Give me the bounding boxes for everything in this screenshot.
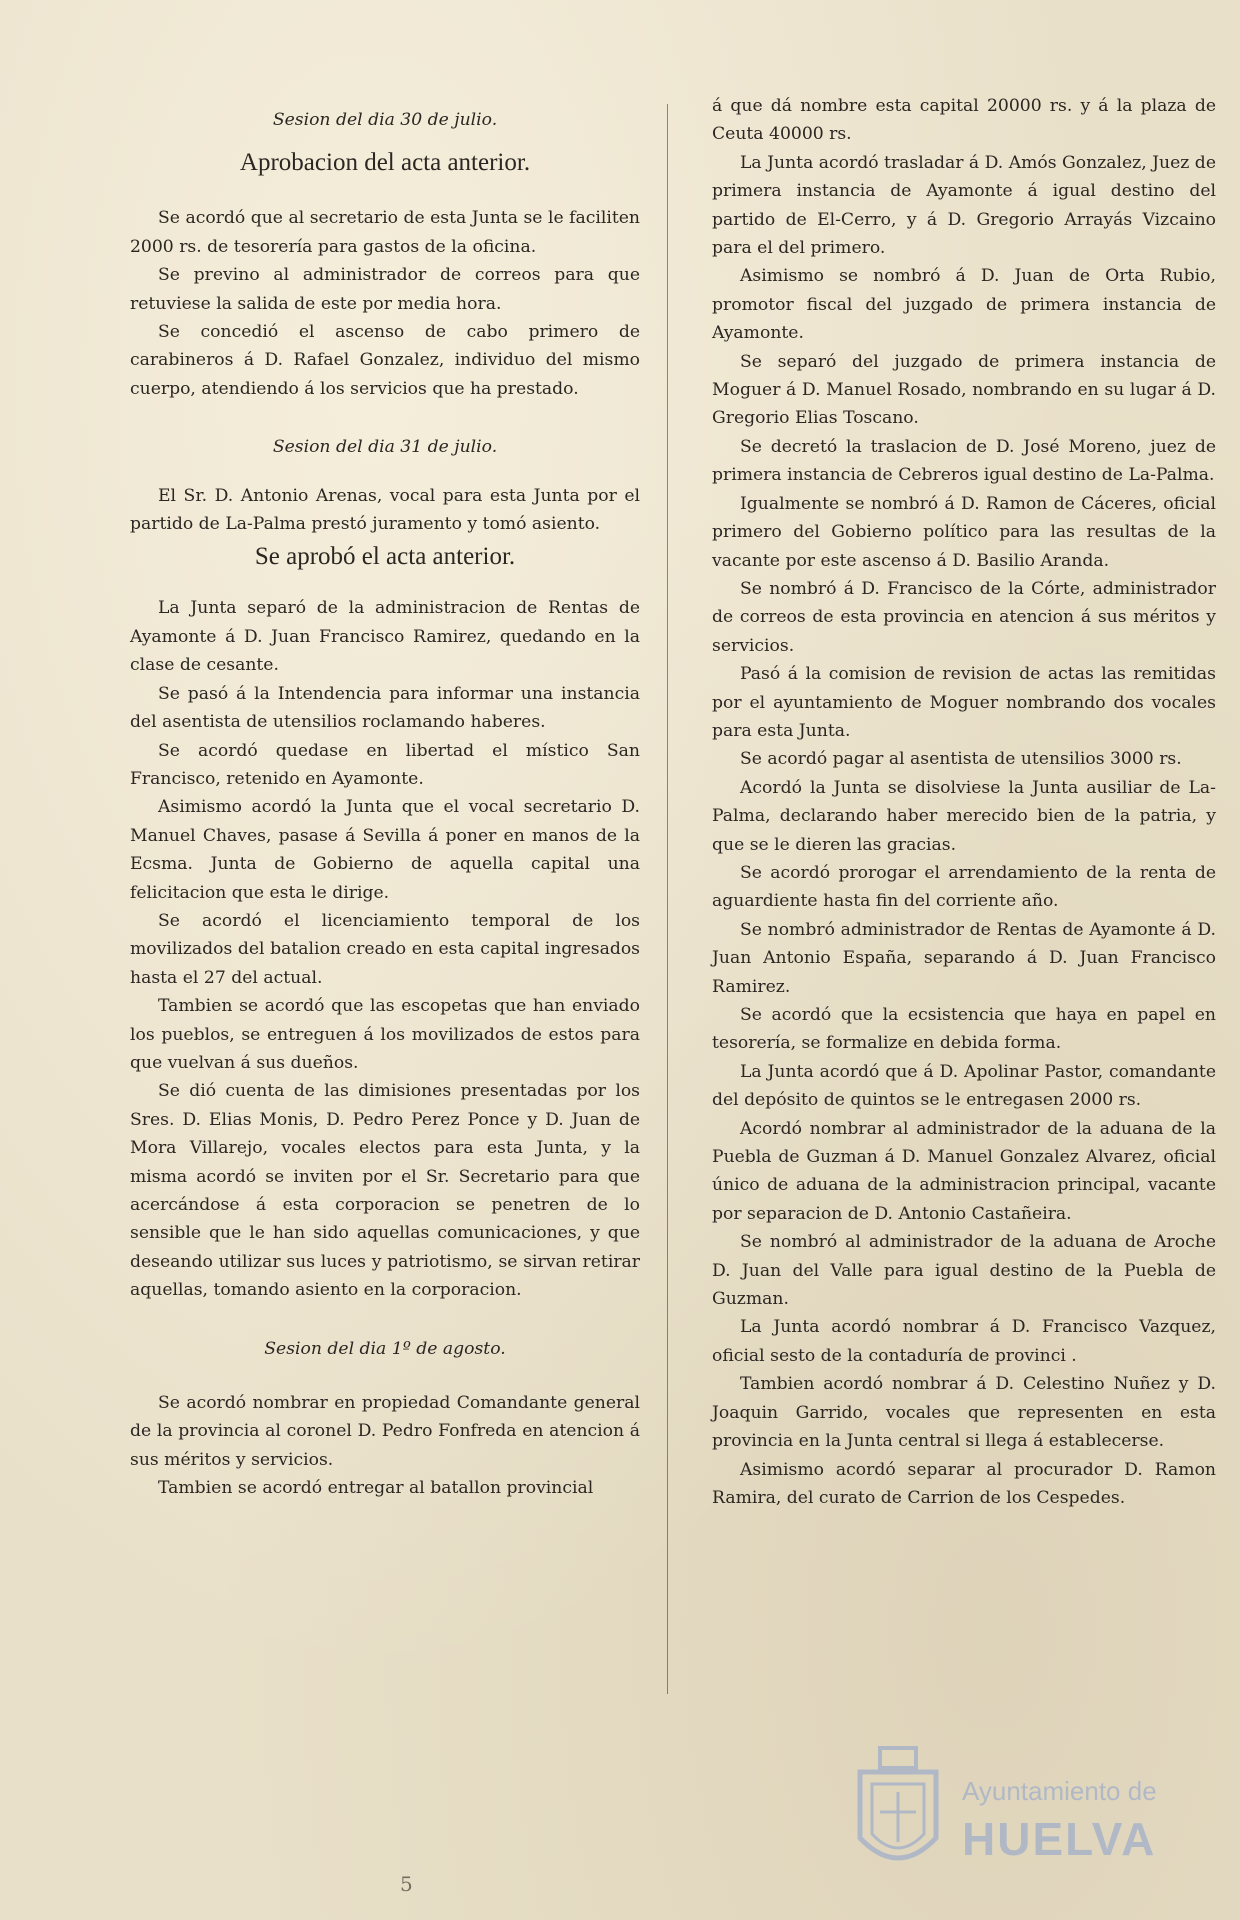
left-column — [130, 100, 640, 1503]
paragraph: Se pasó á la Intendencia para informar una instancia del asentista de utensilios roclamando haberes. — [130, 683, 640, 733]
paragraph: El Sr. D. Antonio Arenas, vocal para esta Junta por el partido de La-Palma prestó juramento y tomó asiento. — [130, 485, 640, 535]
column-divider — [667, 104, 668, 1694]
paragraph: Se acordó nombrar en propiedad Comandante general de la provincia al coronel D. Pedro Fonfreda en atencion á sus méritos y servicios. — [130, 1393, 640, 1470]
paragraph: Se concedió el ascenso de cabo primero de carabineros á D. Rafael Gonzalez, individuo del mismo cuerpo, atendiendo á los servicios que ha prestado. — [130, 322, 640, 399]
page-number: 5 — [400, 1872, 413, 1896]
paragraph: Se nombró á D. Francisco de la Córte, administrador de correos de esta provincia en atencion á sus méritos y servicios. — [712, 578, 1216, 656]
paragraph: Asimismo acordó separar al procurador D. Ramon Ramira, del curato de Carrion de los Cespedes. — [712, 1459, 1216, 1508]
paragraph: Se previno al administrador de correos para que retuviese la salida de este por media hora. — [130, 265, 640, 314]
paragraph: Tambien se acordó entregar al batallon provincial — [158, 1478, 594, 1499]
paragraph: Se acordó que al secretario de esta Junta se le faciliten 2000 rs. de tesorería para gastos de la oficina. — [130, 208, 640, 257]
paragraph: Acordó la Junta se disolviese la Junta ausiliar de La-Palma, declarando haber merecido bien de la patria, y que se le dieren las gracias. — [712, 777, 1216, 855]
paragraph: á que dá nombre esta capital 20000 rs. y á la plaza de Ceuta 40000 rs. — [712, 96, 1216, 145]
paragraph: Se decretó la traslacion de D. José Moreno, juez de primera instancia de Cebreros igual destino de La-Palma. — [712, 436, 1216, 486]
right-column — [712, 92, 1216, 1512]
paragraph: Se acordó quedase en libertad el místico San Francisco, retenido en Ayamonte. — [130, 740, 640, 789]
paragraph: La Junta separó de la administracion de Rentas de Ayamonte á D. Juan Francisco Ramirez, quedando en la clase de cesante. — [130, 598, 640, 676]
paragraph: Acordó nombrar al administrador de la aduana de la Puebla de Guzman á D. Manuel Gonzalez Alvarez, oficial único de aduana de la administracion principal, vacante por separacion de D. Antonio Castañeira. — [712, 1118, 1216, 1224]
paragraph: Igualmente se nombró á D. Ramon de Cáceres, oficial primero del Gobierno político para las resultas de la vacante por este ascenso á D. Basilio Aranda. — [712, 493, 1216, 571]
watermark-line-1: Ayuntamiento de — [962, 1776, 1157, 1806]
paragraph: Tambien se acordó que las escopetas que han enviado los pueblos, se entreguen á los movilizados de estos para que vuelvan á sus dueños. — [130, 996, 640, 1073]
paragraph: Se acordó que la ecsistencia que haya en papel en tesorería, se formalize en debida forma. — [712, 1005, 1216, 1054]
paragraph: Se separó del juzgado de primera instancia de Moguer á D. Manuel Rosado, nombrando en su lugar á D. Gregorio Elias Toscano. — [712, 351, 1216, 429]
paragraph: La Junta acordó que á D. Apolinar Pastor, comandante del depósito de quintos se le entregasen 2000 rs. — [712, 1061, 1216, 1111]
paragraph: Se acordó pagar al asentista de utensilios 3000 rs. — [740, 749, 1182, 770]
paragraph: Asimismo se nombró á D. Juan de Orta Rubio, promotor fiscal del juzgado de primera instancia de Ayamonte. — [712, 266, 1216, 344]
paragraph: Tambien acordó nombrar á D. Celestino Nuñez y D. Joaquin Garrido, vocales que representen en esta provincia en la Junta central si llega á establecerse. — [712, 1374, 1216, 1452]
paragraph: Se acordó el licenciamiento temporal de los movilizados del batalion creado en esta capital ingresados hasta el 27 del actual. — [130, 910, 640, 988]
paragraph: La Junta acordó trasladar á D. Amós Gonzalez, Juez de primera instancia de Ayamonte á igual destino del partido de El-Cerro, y á D. Gregorio Arrayás Vizcaino para el del primero. — [712, 152, 1216, 259]
ayuntamiento-watermark — [850, 1742, 1157, 1892]
session-heading-31-julio: Sesion del dia 31 de julio. — [272, 437, 498, 458]
paragraph: Se nombró administrador de Rentas de Ayamonte á D. Juan Antonio España, separando á D. Juan Francisco Ramirez. — [712, 919, 1216, 997]
session-heading-1-agosto: Sesion del dia 1º de agosto. — [264, 1338, 506, 1359]
paragraph: Se dió cuenta de las dimisiones presentadas por los Sres. D. Elias Monis, D. Pedro Perez Ponce y D. Juan de Mora Villarejo, vocales electos para esta Junta, y la misma acordó se inviten por el Sr. Secretario para que acercándose á esta corporacion se penetren de lo sensible que le han sido aquellas comunicaciones, y que deseando utilizar sus luces y patriotismo, se sirvan retirar aquellas, tomando asiento en la corporacion. — [130, 1081, 640, 1301]
coat-of-arms-icon — [850, 1742, 946, 1882]
watermark-line-2: HUELVA — [962, 1813, 1157, 1865]
paragraph: La Junta acordó nombrar á D. Francisco Vazquez, oficial sesto de la contaduría de provinci . — [712, 1317, 1216, 1366]
paragraph: Se acordó prorogar el arrendamiento de la renta de aguardiente hasta fin del corriente año. — [712, 862, 1216, 912]
heading-se-aprobo: Se aprobó el acta anterior. — [254, 543, 516, 571]
paragraph: Se nombró al administrador de la aduana de Aroche D. Juan del Valle para igual destino de la Puebla de Guzman. — [712, 1232, 1216, 1310]
paragraph: Pasó á la comision de revision de actas las remitidas por el ayuntamiento de Moguer nombrando dos vocales para esta Junta. — [712, 664, 1216, 741]
session-heading-30-julio: Sesion del dia 30 de julio. — [272, 110, 498, 130]
paragraph: Asimismo acordó la Junta que el vocal secretario D. Manuel Chaves, pasase á Sevilla á poner en manos de la Ecsma. Junta de Gobierno de aquella capital una felicitacion que esta le dirige. — [130, 797, 640, 903]
heading-aprobacion: Aprobacion del acta anterior. — [239, 149, 531, 177]
